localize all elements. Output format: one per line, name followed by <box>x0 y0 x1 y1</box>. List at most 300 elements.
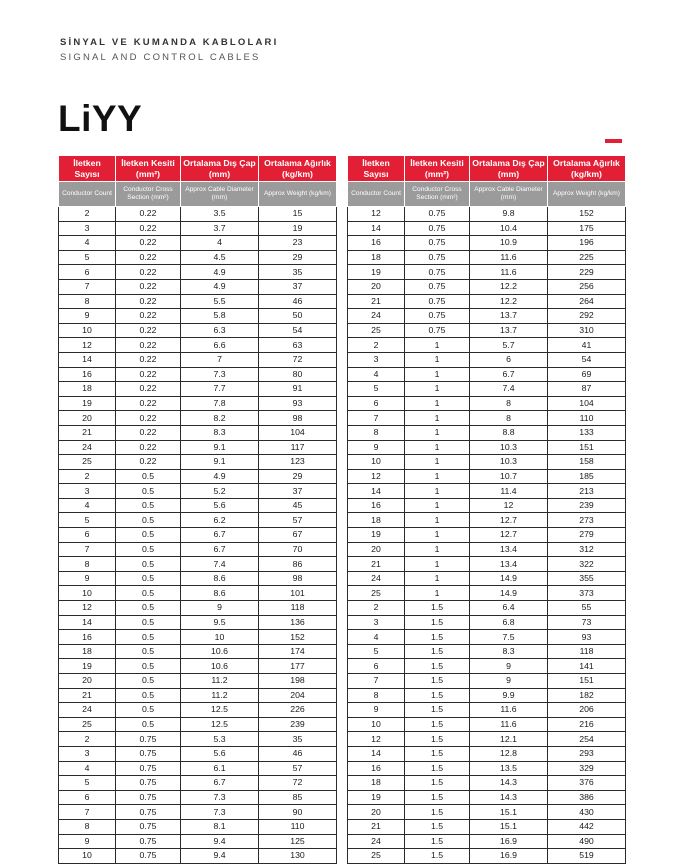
table-row <box>348 265 626 280</box>
cell-weight: 41 <box>548 338 626 353</box>
cell-count: 2 <box>348 601 405 616</box>
cell-diameter: 14.9 <box>470 586 548 601</box>
table-row <box>348 703 626 718</box>
cell-section: 0.22 <box>116 338 181 353</box>
cell-diameter: 13.4 <box>470 557 548 572</box>
cell-weight: 118 <box>548 644 626 659</box>
cell-section: 1 <box>405 382 470 397</box>
table-row <box>59 425 337 440</box>
cell-count: 9 <box>59 309 116 324</box>
cell-weight: 151 <box>548 674 626 689</box>
cell-weight: 29 <box>259 469 337 484</box>
cell-diameter: 5.2 <box>181 484 259 499</box>
cell-weight: 87 <box>548 382 626 397</box>
cell-weight: 174 <box>259 644 337 659</box>
cell-diameter: 12.5 <box>181 717 259 732</box>
table-row <box>59 440 337 455</box>
cell-count: 19 <box>59 659 116 674</box>
cell-diameter: 8.6 <box>181 571 259 586</box>
col-subheader-weight: Approx Weight (kg/km) <box>548 182 626 207</box>
cell-diameter: 7.3 <box>181 805 259 820</box>
cell-weight: 72 <box>259 776 337 791</box>
cell-count: 7 <box>348 411 405 426</box>
cell-section: 0.75 <box>116 790 181 805</box>
col-subheader-section: Conductor Cross Section (mm²) <box>116 182 181 207</box>
col-header-diameter: Ortalama Dış Çap (mm) <box>181 156 259 182</box>
cell-count: 16 <box>348 761 405 776</box>
cell-section: 0.22 <box>116 236 181 251</box>
cell-section: 0.22 <box>116 323 181 338</box>
cell-count: 6 <box>59 265 116 280</box>
cell-section: 1 <box>405 557 470 572</box>
col-header-weight: Ortalama Ağırlık (kg/km) <box>548 156 626 182</box>
cell-section: 1.5 <box>405 761 470 776</box>
cell-section: 0.75 <box>405 250 470 265</box>
header-row-tr <box>348 156 626 182</box>
cell-weight: 254 <box>548 732 626 747</box>
cell-section: 1 <box>405 513 470 528</box>
cell-section: 0.5 <box>116 586 181 601</box>
cell-diameter: 11.6 <box>470 703 548 718</box>
cell-weight: 93 <box>548 630 626 645</box>
category-title-en: SIGNAL AND CONTROL CABLES <box>60 52 261 63</box>
table-row <box>59 294 337 309</box>
cell-diameter: 9.8 <box>470 207 548 222</box>
table-row <box>348 674 626 689</box>
cell-diameter: 8.3 <box>470 644 548 659</box>
cell-diameter: 9.9 <box>470 688 548 703</box>
cell-section: 0.5 <box>116 630 181 645</box>
product-title: LiYY <box>58 98 143 139</box>
table-row <box>59 528 337 543</box>
cell-weight: 19 <box>259 221 337 236</box>
cell-weight: 45 <box>259 498 337 513</box>
table-row <box>348 805 626 820</box>
cell-section: 1.5 <box>405 790 470 805</box>
cell-diameter: 14.9 <box>470 571 548 586</box>
cell-section: 1 <box>405 367 470 382</box>
table-row <box>59 411 337 426</box>
table-row <box>59 309 337 324</box>
cell-diameter: 15.1 <box>470 805 548 820</box>
cell-section: 0.5 <box>116 484 181 499</box>
cell-section: 1.5 <box>405 630 470 645</box>
cell-diameter: 13.7 <box>470 323 548 338</box>
cell-count: 24 <box>59 440 116 455</box>
cell-section: 1 <box>405 586 470 601</box>
cell-weight: 226 <box>259 703 337 718</box>
cell-count: 12 <box>348 469 405 484</box>
table-row <box>348 688 626 703</box>
cell-section: 0.22 <box>116 382 181 397</box>
table-row <box>59 367 337 382</box>
cell-count: 21 <box>348 557 405 572</box>
cell-diameter: 4 <box>181 236 259 251</box>
cell-count: 9 <box>348 440 405 455</box>
table-row <box>348 513 626 528</box>
cell-count: 14 <box>348 484 405 499</box>
table-row <box>348 644 626 659</box>
cell-count: 19 <box>59 396 116 411</box>
table-row <box>348 601 626 616</box>
cell-section: 1 <box>405 484 470 499</box>
cell-diameter: 11.4 <box>470 484 548 499</box>
accent-bar <box>605 139 622 143</box>
cell-count: 21 <box>59 425 116 440</box>
cell-diameter: 8.6 <box>181 586 259 601</box>
table-row <box>348 440 626 455</box>
cell-section: 0.75 <box>405 309 470 324</box>
table-row <box>59 323 337 338</box>
cell-section: 0.22 <box>116 309 181 324</box>
cell-count: 18 <box>348 776 405 791</box>
cell-section: 0.22 <box>116 396 181 411</box>
cell-section: 0.22 <box>116 352 181 367</box>
cell-weight: 117 <box>259 440 337 455</box>
header-row-tr <box>59 156 337 182</box>
cell-count: 21 <box>59 688 116 703</box>
table-row <box>348 630 626 645</box>
cell-count: 7 <box>59 279 116 294</box>
cell-section: 1.5 <box>405 849 470 864</box>
cell-count: 9 <box>348 703 405 718</box>
cell-section: 0.22 <box>116 250 181 265</box>
cell-weight: 355 <box>548 571 626 586</box>
cell-count: 3 <box>348 352 405 367</box>
cell-diameter: 12.7 <box>470 528 548 543</box>
cell-section: 0.22 <box>116 440 181 455</box>
cell-section: 1 <box>405 440 470 455</box>
cell-weight: 141 <box>548 659 626 674</box>
header-row-en <box>348 182 626 207</box>
cell-weight: 310 <box>548 323 626 338</box>
cell-section: 1 <box>405 425 470 440</box>
cell-section: 0.22 <box>116 367 181 382</box>
table-row <box>59 542 337 557</box>
table-row <box>59 221 337 236</box>
cell-diameter: 13.7 <box>470 309 548 324</box>
cell-weight: 279 <box>548 528 626 543</box>
cell-weight: 54 <box>259 323 337 338</box>
cell-diameter: 11.6 <box>470 265 548 280</box>
cell-count: 12 <box>59 338 116 353</box>
cell-weight: 133 <box>548 425 626 440</box>
cell-diameter: 11.6 <box>470 250 548 265</box>
cell-diameter: 6.6 <box>181 338 259 353</box>
cell-section: 1.5 <box>405 615 470 630</box>
category-title-tr: SİNYAL VE KUMANDA KABLOLARI <box>60 37 279 48</box>
cell-section: 0.75 <box>405 236 470 251</box>
cell-section: 0.75 <box>116 834 181 849</box>
cell-count: 3 <box>348 615 405 630</box>
cell-count: 24 <box>348 571 405 586</box>
cell-weight: 213 <box>548 484 626 499</box>
cell-section: 1 <box>405 469 470 484</box>
cell-weight: 69 <box>548 367 626 382</box>
col-header-section: İletken Kesiti (mm²) <box>405 156 470 182</box>
cell-diameter: 8 <box>470 396 548 411</box>
cell-weight: 293 <box>548 746 626 761</box>
cell-count: 14 <box>59 352 116 367</box>
cell-count: 4 <box>59 236 116 251</box>
cell-count: 25 <box>348 586 405 601</box>
cell-diameter: 9.1 <box>181 440 259 455</box>
table-row <box>59 236 337 251</box>
table-row <box>59 586 337 601</box>
cell-weight: 70 <box>259 542 337 557</box>
cell-count: 7 <box>59 542 116 557</box>
cell-section: 0.5 <box>116 717 181 732</box>
col-subheader-count: Conductor Count <box>348 182 405 207</box>
cell-section: 0.22 <box>116 425 181 440</box>
table-row <box>348 469 626 484</box>
cell-diameter: 9.5 <box>181 615 259 630</box>
cell-count: 8 <box>59 819 116 834</box>
cell-section: 0.75 <box>405 265 470 280</box>
cell-weight: 67 <box>259 528 337 543</box>
cell-diameter: 15.1 <box>470 819 548 834</box>
cell-section: 0.5 <box>116 674 181 689</box>
cell-weight: 37 <box>259 279 337 294</box>
col-subheader-diameter: Approx Cable Diameter (mm) <box>470 182 548 207</box>
col-header-count: İletken Sayısı <box>59 156 116 182</box>
table-row <box>348 221 626 236</box>
cell-weight: 63 <box>259 338 337 353</box>
cell-count: 5 <box>59 776 116 791</box>
table-row <box>348 732 626 747</box>
cell-weight: 273 <box>548 513 626 528</box>
table-row <box>59 703 337 718</box>
cell-diameter: 12 <box>470 498 548 513</box>
cell-diameter: 11.6 <box>470 717 548 732</box>
table-row <box>348 455 626 470</box>
cell-count: 25 <box>59 717 116 732</box>
cell-diameter: 6.7 <box>181 776 259 791</box>
cell-weight: 175 <box>548 221 626 236</box>
table-row <box>59 571 337 586</box>
cell-diameter: 8 <box>470 411 548 426</box>
table-row <box>348 484 626 499</box>
cell-section: 0.75 <box>405 221 470 236</box>
cell-section: 0.5 <box>116 615 181 630</box>
cell-diameter: 6.8 <box>470 615 548 630</box>
cell-section: 1 <box>405 571 470 586</box>
cell-section: 0.75 <box>116 776 181 791</box>
cell-count: 10 <box>59 849 116 864</box>
cell-diameter: 5.3 <box>181 732 259 747</box>
table-row <box>348 849 626 864</box>
table-row <box>348 309 626 324</box>
cell-diameter: 4.9 <box>181 265 259 280</box>
cell-count: 5 <box>348 644 405 659</box>
cell-weight: 104 <box>259 425 337 440</box>
cell-weight: 322 <box>548 557 626 572</box>
table-row <box>59 498 337 513</box>
cell-diameter: 10.4 <box>470 221 548 236</box>
cell-count: 7 <box>59 805 116 820</box>
cell-diameter: 8.2 <box>181 411 259 426</box>
cell-weight: 91 <box>259 382 337 397</box>
table-row <box>348 411 626 426</box>
cell-count: 20 <box>59 411 116 426</box>
table-row <box>348 498 626 513</box>
cell-diameter: 4.9 <box>181 279 259 294</box>
cell-diameter: 9 <box>470 674 548 689</box>
cell-diameter: 6 <box>470 352 548 367</box>
header-row-en <box>59 182 337 207</box>
cell-weight: 519 <box>548 849 626 864</box>
table-row <box>348 746 626 761</box>
cell-weight: 101 <box>259 586 337 601</box>
cell-section: 0.5 <box>116 557 181 572</box>
cell-weight: 442 <box>548 819 626 834</box>
cell-count: 16 <box>348 498 405 513</box>
cell-diameter: 12.5 <box>181 703 259 718</box>
cell-weight: 130 <box>259 849 337 864</box>
table-row <box>59 455 337 470</box>
cell-weight: 93 <box>259 396 337 411</box>
cell-weight: 98 <box>259 571 337 586</box>
table-row <box>348 236 626 251</box>
cell-count: 10 <box>348 717 405 732</box>
cell-diameter: 5.8 <box>181 309 259 324</box>
cell-weight: 264 <box>548 294 626 309</box>
cell-diameter: 8.3 <box>181 425 259 440</box>
col-subheader-weight: Approx Weight (kg/km) <box>259 182 337 207</box>
table-row <box>59 469 337 484</box>
cell-diameter: 10.6 <box>181 659 259 674</box>
table-row <box>348 557 626 572</box>
cell-weight: 376 <box>548 776 626 791</box>
cell-weight: 185 <box>548 469 626 484</box>
cell-weight: 373 <box>548 586 626 601</box>
cell-diameter: 7.3 <box>181 367 259 382</box>
cell-weight: 29 <box>259 250 337 265</box>
cell-count: 4 <box>59 498 116 513</box>
table-row <box>59 279 337 294</box>
cell-weight: 37 <box>259 484 337 499</box>
cell-count: 5 <box>59 250 116 265</box>
cell-section: 0.5 <box>116 601 181 616</box>
cell-count: 14 <box>59 615 116 630</box>
cell-diameter: 5.6 <box>181 746 259 761</box>
table-row <box>59 396 337 411</box>
cell-section: 0.75 <box>116 805 181 820</box>
cell-diameter: 12.7 <box>470 513 548 528</box>
cell-diameter: 6.7 <box>470 367 548 382</box>
table-row <box>59 644 337 659</box>
cell-count: 9 <box>59 571 116 586</box>
cell-section: 0.5 <box>116 571 181 586</box>
cell-section: 0.22 <box>116 294 181 309</box>
cell-weight: 136 <box>259 615 337 630</box>
cell-weight: 85 <box>259 790 337 805</box>
cell-weight: 57 <box>259 761 337 776</box>
table-row <box>348 761 626 776</box>
cell-section: 0.22 <box>116 279 181 294</box>
cell-diameter: 10.6 <box>181 644 259 659</box>
col-header-count: İletken Sayısı <box>348 156 405 182</box>
cell-weight: 490 <box>548 834 626 849</box>
cell-weight: 386 <box>548 790 626 805</box>
cell-section: 0.22 <box>116 207 181 222</box>
cell-weight: 73 <box>548 615 626 630</box>
cell-section: 1.5 <box>405 805 470 820</box>
cell-count: 18 <box>59 644 116 659</box>
cell-weight: 50 <box>259 309 337 324</box>
cell-diameter: 16.9 <box>470 834 548 849</box>
cell-section: 0.75 <box>405 207 470 222</box>
cell-diameter: 9.4 <box>181 834 259 849</box>
table-row <box>59 732 337 747</box>
cell-diameter: 4.5 <box>181 250 259 265</box>
cell-diameter: 10 <box>181 630 259 645</box>
cell-count: 9 <box>59 834 116 849</box>
cell-weight: 196 <box>548 236 626 251</box>
cell-diameter: 12.8 <box>470 746 548 761</box>
cell-count: 3 <box>59 484 116 499</box>
table-row <box>59 746 337 761</box>
cell-section: 0.5 <box>116 469 181 484</box>
table-row <box>348 528 626 543</box>
cell-weight: 72 <box>259 352 337 367</box>
cell-diameter: 5.6 <box>181 498 259 513</box>
cell-section: 0.5 <box>116 688 181 703</box>
table-row <box>59 484 337 499</box>
col-header-section: İletken Kesiti (mm²) <box>116 156 181 182</box>
cell-section: 0.22 <box>116 411 181 426</box>
cell-count: 25 <box>59 455 116 470</box>
cell-diameter: 14.3 <box>470 790 548 805</box>
cell-diameter: 7.4 <box>181 557 259 572</box>
cell-diameter: 12.1 <box>470 732 548 747</box>
table-row <box>59 790 337 805</box>
cell-section: 0.75 <box>405 279 470 294</box>
cell-section: 1.5 <box>405 674 470 689</box>
cell-section: 1.5 <box>405 703 470 718</box>
cell-section: 1 <box>405 411 470 426</box>
cell-count: 5 <box>59 513 116 528</box>
cell-weight: 55 <box>548 601 626 616</box>
table-row <box>348 790 626 805</box>
col-header-weight: Ortalama Ağırlık (kg/km) <box>259 156 337 182</box>
cell-count: 12 <box>59 601 116 616</box>
cell-section: 1 <box>405 338 470 353</box>
cell-diameter: 11.2 <box>181 688 259 703</box>
table-row <box>59 819 337 834</box>
cell-count: 18 <box>348 250 405 265</box>
cell-section: 0.22 <box>116 455 181 470</box>
table-row <box>59 352 337 367</box>
cell-diameter: 12.2 <box>470 294 548 309</box>
cell-diameter: 13.5 <box>470 761 548 776</box>
cell-weight: 35 <box>259 732 337 747</box>
cell-section: 1.5 <box>405 776 470 791</box>
table-row <box>348 819 626 834</box>
cell-count: 16 <box>59 367 116 382</box>
cell-count: 20 <box>348 542 405 557</box>
cell-weight: 239 <box>259 717 337 732</box>
cell-diameter: 7.7 <box>181 382 259 397</box>
cell-weight: 206 <box>548 703 626 718</box>
cell-section: 1.5 <box>405 717 470 732</box>
cell-count: 8 <box>348 688 405 703</box>
cell-section: 1.5 <box>405 746 470 761</box>
cell-diameter: 9 <box>470 659 548 674</box>
cell-count: 8 <box>59 557 116 572</box>
table-row <box>59 761 337 776</box>
cell-section: 0.75 <box>116 746 181 761</box>
